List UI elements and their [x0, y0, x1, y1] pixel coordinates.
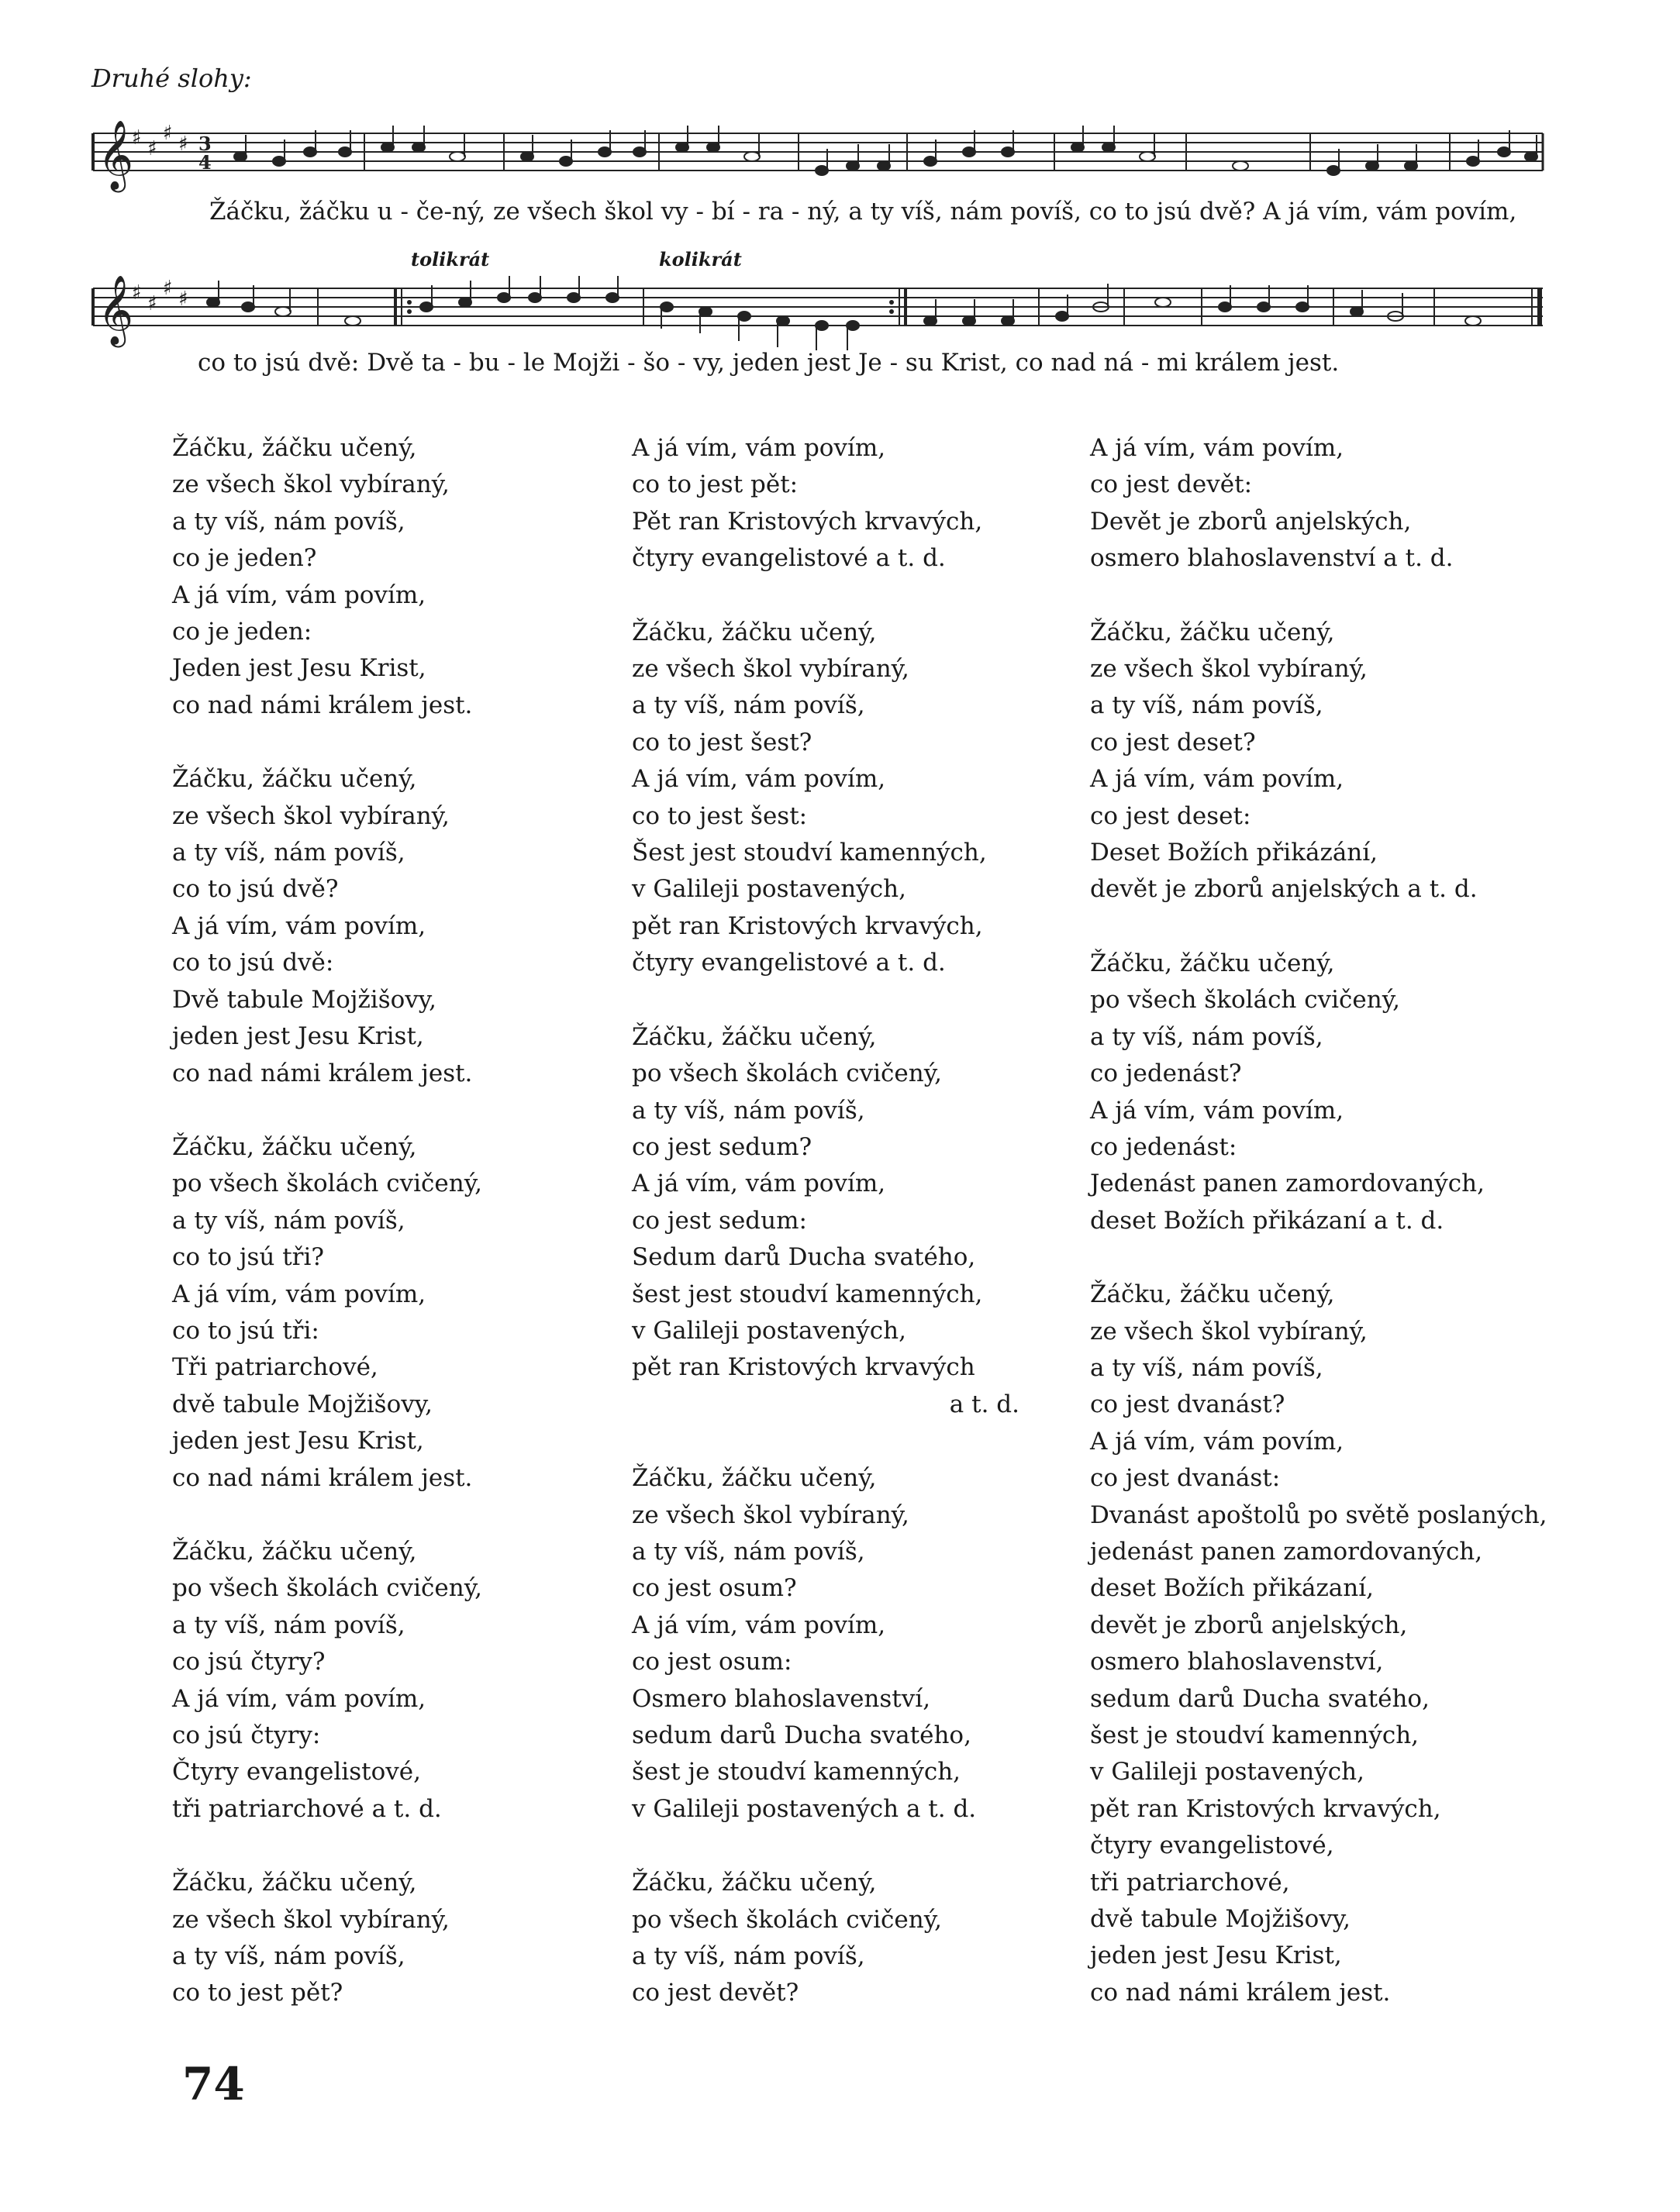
verse-line: a ty víš, nám povíš,: [172, 1206, 405, 1235]
verse-line: Žáčku, žáčku učený,: [172, 765, 417, 794]
stanza: [632, 430, 1066, 577]
svg-text:4: 4: [198, 151, 212, 174]
page-number: 74: [182, 2058, 245, 2110]
verse-line: Žáčku, žáčku učený,: [1090, 1280, 1335, 1309]
svg-text:♯: ♯: [163, 277, 173, 300]
verse-line: Deset Božích přikázání,: [1090, 839, 1378, 867]
verse-line: Žáčku, žáčku učený,: [632, 1022, 877, 1051]
stanza: [172, 1534, 606, 1828]
verse-line: A já vím, vám povím,: [632, 434, 886, 462]
stanza: [1090, 430, 1586, 577]
verse-line: jeden jest Jesu Krist,: [172, 1427, 424, 1456]
svg-text:♯: ♯: [132, 126, 142, 150]
treble-clef-icon: 𝄞: [98, 275, 134, 345]
verse-line: co jsú čtyry:: [172, 1721, 321, 1749]
verse-line: Čtyry evangelistové,: [172, 1758, 421, 1786]
stanza: [632, 615, 1066, 982]
svg-text:♯: ♯: [163, 122, 173, 145]
verse-line: po všech školách cvičený,: [172, 1170, 482, 1198]
verse-line: a ty víš, nám povíš,: [172, 839, 405, 867]
verse-line: devět je zborů anjelských a t. d.: [1090, 875, 1478, 904]
verse-line: jedenást panen zamordovaných,: [1090, 1537, 1483, 1566]
verse-line: co jedenást:: [1090, 1132, 1237, 1161]
section-heading: Druhé slohy:: [91, 64, 252, 93]
verse-line: co to jest pět:: [632, 470, 799, 499]
verse-line: Žáčku, žáčku učený,: [172, 1537, 417, 1566]
key-signature-icon: [132, 277, 188, 315]
verse-line: co jest devět?: [632, 1979, 799, 2007]
verse-line: ze všech škol vybíraný,: [632, 655, 909, 684]
key-signature-icon: [132, 122, 188, 160]
verse-line: co to jest šest?: [632, 728, 812, 756]
direction-tolikrat: tolikrát: [411, 248, 490, 270]
verse-line: dvě tabule Mojžišovy,: [172, 1390, 433, 1418]
verse-line: po všech školách cvičený,: [1090, 986, 1400, 1015]
verse-line: A já vím, vám povím,: [172, 911, 426, 940]
verse-line: ze všech škol vybíraný,: [1090, 1317, 1368, 1345]
lyrics-system-1: Žáčku, žáčku u - če-ný, ze všech škol vy - bí - ra - ný, a ty víš, nám povíš, co to jsú dvě? A já vím, vám povím,: [209, 198, 1517, 226]
verse-line: ze všech škol vybíraný,: [172, 470, 450, 499]
verse-line: tři patriarchové a t. d.: [172, 1794, 442, 1823]
verse-line: A já vím, vám povím,: [1090, 434, 1344, 462]
verse-line: pět ran Kristových krvavých,: [632, 911, 983, 940]
stanza: [172, 1865, 606, 2012]
verse-line: deset Božích přikázaní a t. d.: [1090, 1206, 1444, 1235]
verse-line: co jest deset:: [1090, 801, 1251, 830]
direction-kolikrat: kolikrát: [659, 248, 742, 270]
verse-line: a ty víš, nám povíš,: [172, 507, 405, 536]
verse-line: devět je zborů anjelských,: [1090, 1611, 1408, 1639]
verse-line: a ty víš, nám povíš,: [1090, 691, 1323, 720]
verse-line: a ty víš, nám povíš,: [632, 691, 865, 720]
verse-line: a t. d.: [949, 1390, 1019, 1418]
verse-line: A já vím, vám povím,: [632, 1170, 886, 1198]
svg-text:♯: ♯: [147, 137, 157, 160]
verse-line: co je jeden:: [172, 618, 312, 646]
verse-line: čtyry evangelistové,: [1090, 1831, 1334, 1860]
stanza: [172, 761, 606, 1092]
verse-line: Žáčku, žáčku učený,: [632, 1464, 877, 1493]
verse-line: Tři patriarchové,: [172, 1353, 378, 1382]
lyrics-system-2: co to jsú dvě: Dvě ta - bu - le Mojži - šo - vy, jeden jest Je - su Krist, co nad ná - mi králem jest.: [198, 349, 1340, 377]
verse-line: a ty víš, nám povíš,: [632, 1537, 865, 1566]
verse-line: sedum darů Ducha svatého,: [632, 1721, 971, 1749]
verse-line: šest je stoudví kamenných,: [632, 1758, 961, 1786]
verse-line: a ty víš, nám povíš,: [632, 1096, 865, 1125]
verse-line: co nad námi králem jest.: [172, 1463, 473, 1492]
verse-line: co jsú čtyry?: [172, 1648, 326, 1676]
column-3: [1090, 430, 1586, 2048]
verse-line: co jest osum:: [632, 1648, 792, 1676]
verse-line: dvě tabule Mojžišovy,: [1090, 1905, 1351, 1934]
stanza: [172, 430, 606, 724]
stanza: [632, 1865, 1066, 2012]
verse-line: A já vím, vám povím,: [1090, 1096, 1344, 1125]
treble-clef-icon: 𝄞: [98, 120, 134, 190]
verse-line: šest je stoudví kamenných,: [1090, 1721, 1420, 1749]
verse-line: co to jest šest:: [632, 801, 808, 830]
verse-line: Žáčku, žáčku učený,: [632, 1869, 877, 1897]
verse-line: a ty víš, nám povíš,: [1090, 1022, 1323, 1051]
stanza: [1090, 615, 1586, 908]
verse-line: a ty víš, nám povíš,: [1090, 1353, 1323, 1382]
music-system-1: [85, 109, 1558, 240]
verse-line: po všech školách cvičený,: [172, 1574, 482, 1603]
verse-line: Žáčku, žáčku učený,: [1090, 618, 1335, 646]
svg-text:♯: ♯: [147, 292, 157, 315]
verse-line: a ty víš, nám povíš,: [632, 1942, 865, 1971]
svg-text:♯: ♯: [132, 281, 142, 305]
svg-text:3: 3: [198, 133, 212, 155]
verse-line: sedum darů Ducha svatého,: [1090, 1684, 1430, 1713]
verse-line: po všech školách cvičený,: [632, 1905, 942, 1934]
verse-line: co jest dvanást?: [1090, 1390, 1285, 1419]
verse-line: ze všech škol vybíraný,: [632, 1501, 909, 1529]
verse-line: ze všech škol vybíraný,: [172, 801, 450, 830]
verse-line: a ty víš, nám povíš,: [172, 1942, 405, 1971]
verse-line: Jedenást panen zamordovaných,: [1090, 1170, 1485, 1198]
svg-text:♯: ♯: [178, 133, 188, 156]
stanza: [1090, 946, 1586, 1239]
verse-line: Sedum darů Ducha svatého,: [632, 1243, 976, 1272]
notes-system-2: [207, 276, 1481, 350]
verse-line: jeden jest Jesu Krist,: [1090, 1942, 1342, 1970]
verse-line: v Galileji postavených a t. d.: [632, 1794, 977, 1823]
verse-line: Žáčku, žáčku učený,: [172, 434, 417, 462]
column-2: [632, 430, 1066, 2049]
music-system-2: [85, 248, 1558, 388]
verse-line: pět ran Kristových krvavých: [632, 1353, 975, 1382]
verse-line: co nad námi králem jest.: [1090, 1978, 1391, 2007]
verse-line: Šest jest stoudví kamenných,: [632, 839, 987, 867]
verse-line: Osmero blahoslavenství,: [632, 1684, 931, 1713]
verse-line: co nad námi králem jest.: [172, 691, 473, 719]
verse-line: osmero blahoslavenství a t. d.: [1090, 544, 1454, 573]
verse-line: v Galileji postavených,: [632, 1316, 906, 1345]
verse-line: co jest devět:: [1090, 470, 1253, 499]
verse-line: v Galileji postavených,: [632, 875, 906, 904]
verse-line: co jedenást?: [1090, 1059, 1242, 1088]
verse-line: jeden jest Jesu Krist,: [172, 1022, 424, 1051]
svg-text:♯: ♯: [178, 288, 188, 311]
verse-line: Žáčku, žáčku učený,: [632, 618, 877, 646]
verse-line: co jest deset?: [1090, 728, 1256, 756]
verse-line: tři patriarchové,: [1090, 1868, 1290, 1897]
verse-line: Pět ran Kristových krvavých,: [632, 507, 983, 536]
verse-line: co nad námi králem jest.: [172, 1059, 473, 1087]
verse-line: pět ran Kristových krvavých,: [1090, 1794, 1441, 1823]
verse-line: co to jsú tři?: [172, 1243, 325, 1272]
verse-line: Žáčku, žáčku učený,: [172, 1869, 417, 1897]
verse-line: Dvě tabule Mojžišovy,: [172, 985, 437, 1014]
stanza: [172, 1129, 606, 1497]
verse-line: Devět je zborů anjelských,: [1090, 507, 1412, 536]
verse-line: A já vím, vám povím,: [632, 765, 886, 794]
verse-line: co je jeden?: [172, 544, 317, 573]
verse-line: a ty víš, nám povíš,: [172, 1611, 405, 1639]
column-1: [172, 430, 606, 2049]
time-signature-icon: [198, 133, 212, 174]
verse-line: A já vím, vám povím,: [172, 581, 426, 609]
staff-1: [85, 109, 1558, 202]
verse-line: co to jest pět?: [172, 1979, 343, 2007]
verse-line: čtyry evangelistové a t. d.: [632, 544, 946, 573]
verse-line: co to jsú dvě:: [172, 949, 334, 977]
verse-line: co to jsú dvě?: [172, 875, 339, 904]
verse-line: A já vím, vám povím,: [1090, 765, 1344, 794]
verse-line: ze všech škol vybíraný,: [1090, 655, 1368, 684]
stanza: [632, 1019, 1066, 1423]
verse-line: A já vím, vám povím,: [172, 1684, 426, 1713]
verse-line: co jest sedum:: [632, 1206, 807, 1235]
verse-line: šest jest stoudví kamenných,: [632, 1280, 983, 1308]
verse-line: A já vím, vám povím,: [632, 1611, 886, 1639]
verse-line: čtyry evangelistové a t. d.: [632, 949, 946, 977]
verse-line: deset Božích přikázaní,: [1090, 1574, 1375, 1603]
verse-line: osmero blahoslavenství,: [1090, 1648, 1384, 1676]
verse-line: Jeden jest Jesu Krist,: [172, 654, 426, 683]
verse-line: Žáčku, žáčku učený,: [1090, 949, 1335, 977]
verse-line: A já vím, vám povím,: [172, 1280, 426, 1308]
verse-line: ze všech škol vybíraný,: [172, 1905, 450, 1934]
verse-line: A já vím, vám povím,: [1090, 1427, 1344, 1456]
verse-line: Žáčku, žáčku učený,: [172, 1132, 417, 1161]
verse-line: co jest osum?: [632, 1574, 797, 1603]
verse-line: co to jsú tři:: [172, 1316, 319, 1345]
verse-line: po všech školách cvičený,: [632, 1059, 942, 1088]
verse-line: v Galileji postavených,: [1090, 1758, 1364, 1786]
stanza: [632, 1460, 1066, 1828]
stanza: [1090, 1277, 1586, 2011]
verse-line: Dvanást apoštolů po světě poslaných,: [1090, 1501, 1547, 1529]
verse-line: co jest dvanást:: [1090, 1464, 1281, 1493]
verse-line: co jest sedum?: [632, 1132, 812, 1161]
